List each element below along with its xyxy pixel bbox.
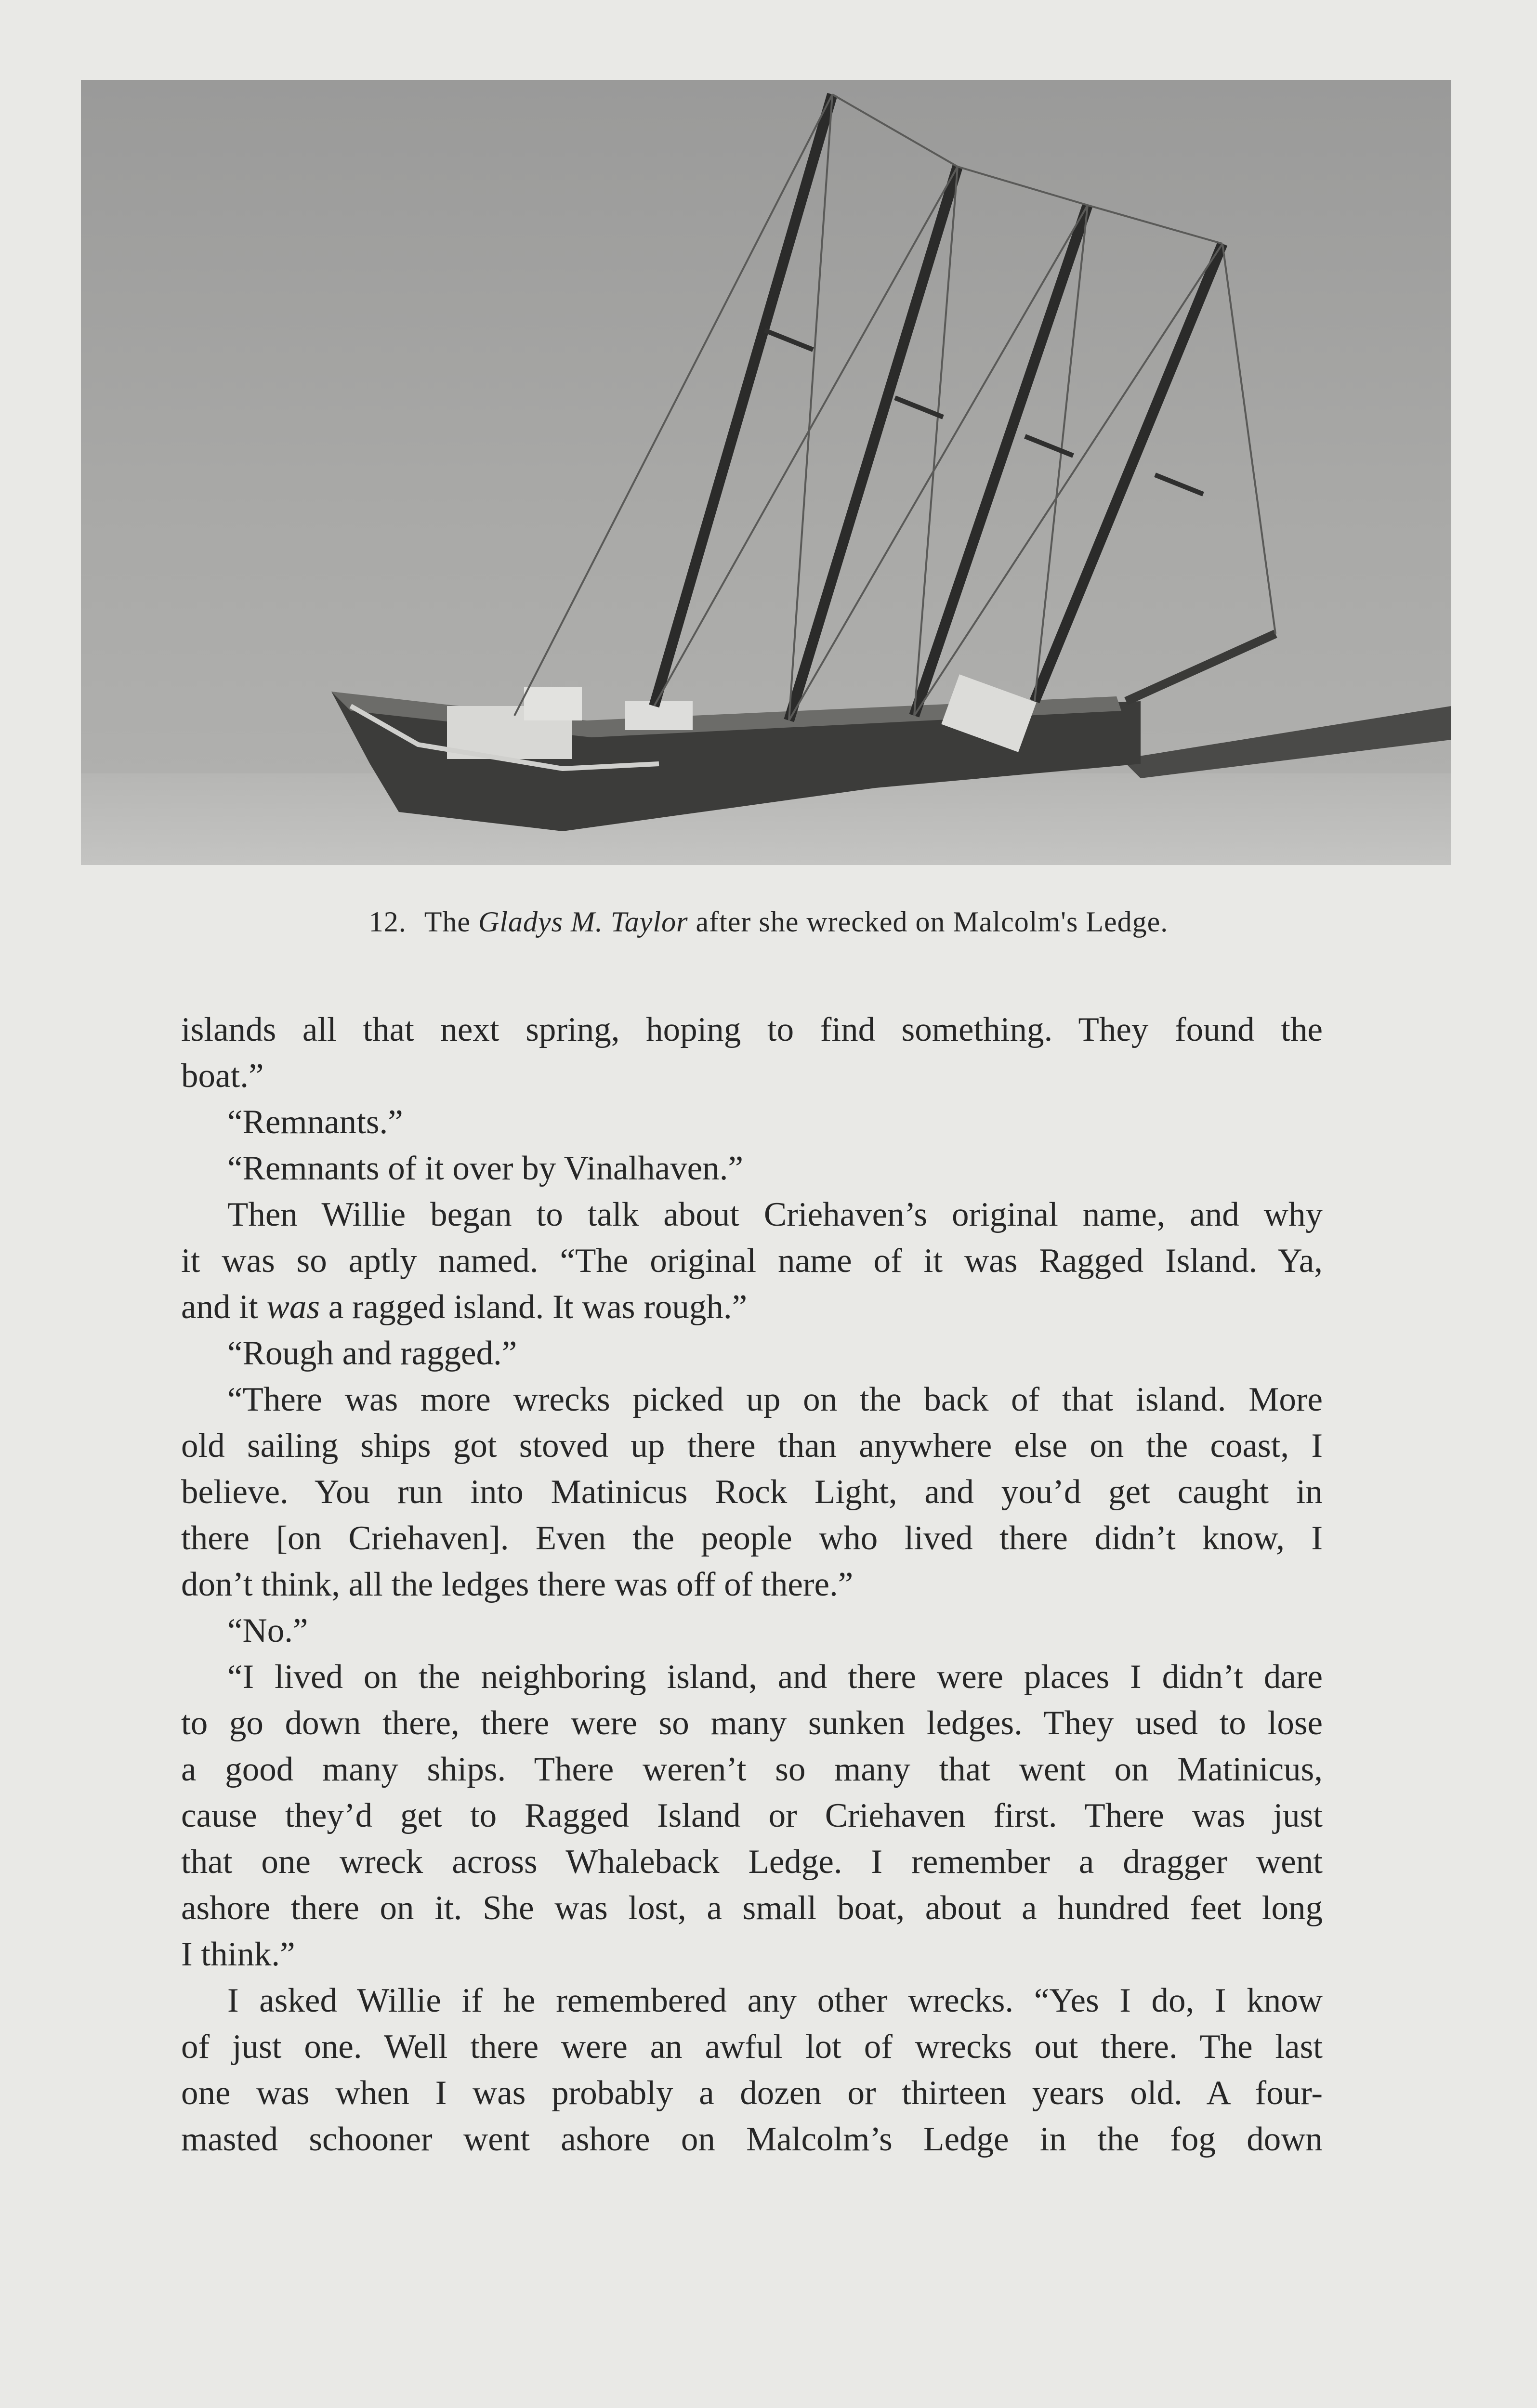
- text-line: “Remnants of it over by Vinalhaven.”: [227, 1150, 743, 1187]
- text-line: don’t think, all the ledges there was off of there.”: [181, 1566, 854, 1603]
- text-line: Then Willie began to talk about Criehaven’s original name, and why: [227, 1196, 1323, 1233]
- ship-wreck-photo: [81, 80, 1451, 865]
- text-line: there [on Criehaven]. Even the people who lived there didn’t know, I: [181, 1519, 1323, 1557]
- text-line: believe. You run into Matinicus Rock Light, and you’d get caught in: [181, 1473, 1323, 1511]
- text-fragment: a ragged island. It was rough.”: [319, 1288, 748, 1326]
- text-line: boat.”: [181, 1057, 264, 1095]
- text-line: “Rough and ragged.”: [227, 1335, 517, 1372]
- figure-caption: [0, 905, 1537, 939]
- text-line: [181, 1284, 1323, 1330]
- text-line: to go down there, there were so many sunken ledges. They used to lose: [181, 1704, 1323, 1742]
- text-fragment: and it: [181, 1288, 267, 1326]
- text-line: islands all that next spring, hoping to find something. They found the: [181, 1011, 1323, 1048]
- text-line: I asked Willie if he remembered any other wrecks. “Yes I do, I know: [227, 1982, 1323, 2019]
- text-line: cause they’d get to Ragged Island or Criehaven first. There was just: [181, 1797, 1323, 1834]
- schooner-wreck-illustration: [81, 80, 1451, 865]
- caption-suffix: after she wrecked on Malcolm's Ledge.: [696, 906, 1169, 938]
- text-line: “Remnants.”: [227, 1103, 403, 1141]
- caption-prefix: The: [424, 906, 471, 938]
- emphasis: was: [266, 1288, 320, 1326]
- text-line: of just one. Well there were an awful lot of wrecks out there. The last: [181, 2028, 1323, 2066]
- text-line: old sailing ships got stoved up there than anywhere else on the coast, I: [181, 1427, 1323, 1465]
- figure-number: 12.: [368, 906, 407, 938]
- text-line: one was when I was probably a dozen or thirteen years old. A four-: [181, 2074, 1323, 2112]
- text-line: I think.”: [181, 1936, 295, 1973]
- text-line: that one wreck across Whaleback Ledge. I remember a dragger went: [181, 1843, 1323, 1881]
- text-line: it was so aptly named. “The original name of it was Ragged Island. Ya,: [181, 1242, 1323, 1280]
- text-line: ashore there on it. She was lost, a small boat, about a hundred feet long: [181, 1889, 1323, 1927]
- text-line: “No.”: [227, 1612, 308, 1649]
- ship-name: Gladys M. Taylor: [478, 906, 688, 938]
- aft-cabin: [524, 687, 582, 720]
- body-text: [181, 1007, 1323, 2162]
- text-line: “I lived on the neighboring island, and there were places I didn’t dare: [227, 1658, 1323, 1696]
- text-line: masted schooner went ashore on Malcolm’s Ledge in the fog down: [181, 2120, 1323, 2158]
- text-line: “There was more wrecks picked up on the back of that island. More: [227, 1381, 1323, 1418]
- text-line: a good many ships. There weren’t so many that went on Matinicus,: [181, 1751, 1323, 1788]
